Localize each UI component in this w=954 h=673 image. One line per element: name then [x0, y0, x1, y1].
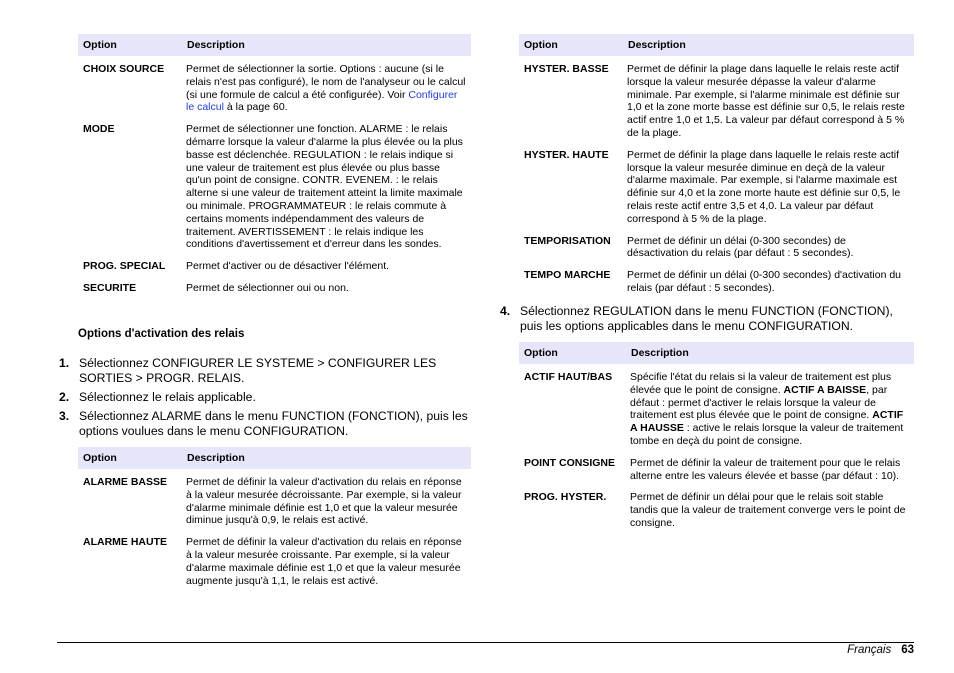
option-name: PROG. HYSTER.	[524, 491, 607, 504]
option-name: ALARME HAUTE	[83, 536, 167, 549]
table-row	[78, 253, 471, 275]
header-description: Description	[623, 34, 914, 56]
regulation-table-wrap	[519, 342, 914, 532]
table-header-row	[519, 342, 914, 364]
header-description: Description	[182, 34, 471, 56]
alarm-table-wrap	[78, 447, 471, 589]
header-description: Description	[182, 447, 471, 469]
table-row	[519, 450, 914, 485]
option-name: ALARME BASSE	[83, 476, 168, 488]
option-description	[626, 364, 914, 450]
step-item	[57, 409, 471, 439]
table-row	[519, 262, 914, 297]
option-description: Permet de définir un délai pour que le relais soit stable tandis que la valeur de traitement converge vers le point de consigne.	[630, 491, 906, 529]
option-name: POINT CONSIGNE	[524, 456, 616, 469]
header-description: Description	[626, 342, 914, 364]
step-text: Sélectionnez REGULATION dans le menu FUNCTION (FONCTION), puis les options applicables dans le menu CONFIGURATION.	[520, 304, 893, 333]
option-name: CHOIX SOURCE	[83, 63, 165, 75]
footer-divider	[57, 642, 914, 643]
table-row	[519, 364, 914, 450]
option-name: HYSTER. HAUTE	[524, 148, 609, 161]
page-number: 63	[901, 644, 914, 656]
option-name: TEMPORISATION	[524, 234, 611, 247]
option-description: Permet de définir la plage dans laquelle le relais reste actif lorsque la valeur mesurée dépasse la valeur d'alarme minimale. Par exemple, si l'alarme minimale est définie sur 1,0 et la zone morte basse est définie sur 0,5, le relais reste actif entre 1,0 et 1,5. La valeur par défaut correspond à 5 % de la plage.	[627, 63, 905, 139]
step-number: 1.	[59, 356, 70, 370]
options-table-source	[78, 34, 471, 297]
step-text: Sélectionnez ALARME dans le menu FUNCTION (FONCTION), puis les options voulues dans le menu CONFIGURATION.	[79, 409, 468, 438]
options-table-hysteresis	[519, 34, 914, 297]
table-row	[78, 469, 471, 529]
description-text: à la page 60.	[223, 101, 288, 114]
footer-language: Français	[847, 644, 892, 656]
option-description: Permet de définir la valeur d'activation du relais en réponse à la valeur mesurée décroissante. Par exemple, si la valeur d'alarme minimale définie est 1,0 et que la valeur mesurée diminue jusqu'à 0,9, le relais est activé.	[186, 476, 462, 527]
steps-list-continued	[498, 304, 914, 338]
option-name: MODE	[83, 123, 115, 136]
page-footer	[847, 644, 914, 657]
description-text: Spécifie l'état du relais si la valeur de traitement est plus élevée que le point de consigne.	[630, 371, 892, 396]
table-row	[519, 142, 914, 228]
option-description: Permet de définir la valeur de traitement pour que le relais alterne entre les valeurs élevée et basse (par défaut : 10).	[630, 456, 901, 482]
option-name: TEMPO MARCHE	[524, 269, 611, 282]
steps-list	[57, 356, 471, 443]
table-row	[78, 275, 471, 297]
section-heading: Options d'activation des relais	[78, 328, 245, 340]
header-option: Option	[519, 342, 626, 364]
option-description: Permet de sélectionner oui ou non.	[186, 281, 349, 294]
step-item	[498, 304, 914, 334]
option-description	[182, 56, 471, 116]
header-option: Option	[78, 447, 182, 469]
option-name: PROG. SPECIAL	[83, 260, 166, 273]
option-description: Permet d'activer ou de désactiver l'élément.	[186, 260, 390, 273]
step-number: 3.	[59, 409, 70, 423]
right-column	[519, 34, 914, 297]
step-number: 2.	[59, 390, 70, 404]
table-row	[78, 529, 471, 589]
table-header-row	[519, 34, 914, 56]
option-description: Permet de définir un délai (0-300 secondes) d'activation du relais (par défaut : 5 secondes).	[627, 269, 901, 294]
table-row	[78, 116, 471, 253]
description-text: , par défaut : permet d'activer le relais lorsque la valeur de traitement est plus élevée que le point de consigne.	[630, 383, 888, 422]
table-header-row	[78, 447, 471, 469]
table-row	[519, 484, 914, 531]
step-text: Sélectionnez le relais applicable.	[79, 390, 256, 404]
step-text: Sélectionnez CONFIGURER LE SYSTEME > CONFIGURER LES SORTIES > PROGR. RELAIS.	[79, 356, 437, 385]
option-name: SECURITE	[83, 281, 137, 294]
header-option: Option	[78, 34, 182, 56]
step-item	[57, 390, 471, 405]
table-row	[78, 56, 471, 116]
table-row	[519, 228, 914, 263]
description-bold: ACTIF A BAISSE	[783, 383, 867, 396]
option-name: HYSTER. BASSE	[524, 63, 609, 75]
configure-calc-link[interactable]: Configurer le calcul	[186, 88, 458, 114]
options-table-alarm	[78, 447, 471, 589]
option-description: Permet de définir la plage dans laquelle le relais reste actif lorsque la valeur mesurée diminue en deçà de la valeur d'alarme maximale. Par exemple, si l'alarme maximale est définie sur 4,0 et la zone morte haute est définie sur 0,5, le relais reste actif entre 3,5 et 4,0. La valeur par défaut correspond à 5 % de la plage.	[627, 148, 901, 225]
options-table-regulation	[519, 342, 914, 532]
header-option: Option	[519, 34, 623, 56]
option-description: Permet de sélectionner une fonction. ALARME : le relais démarre lorsque la valeur d'alarme la plus élevée ou la plus basse est déclenchée. REGULATION : le relais indique si une valeur de traitement est plus élevée ou plus basse qu'un point de consigne. CONTR. EVENEM. : le relais alterne si une valeur de traitement atteint la limite maximale ou minimale. PROGRAMMATEUR : le relais commute à certains moments indépendamment des valeurs de traitement. AVERTISSEMENT : le relais indique les conditions d'avertissement et d'erreur dans les sondes.	[186, 123, 463, 251]
description-text: Permet de sélectionner la sortie. Options : aucune (si le relais n'est pas configuré), le nom de l'analyseur ou le calcul (si une formule de calcul a été configurée). Voir	[186, 63, 466, 101]
left-column	[78, 34, 471, 297]
description-text: : active le relais lorsque la valeur de traitement tombe en deçà du point de consigne.	[630, 422, 904, 447]
step-number: 4.	[500, 304, 511, 318]
step-item	[57, 356, 471, 386]
table-row	[519, 56, 914, 142]
option-name: ACTIF HAUT/BAS	[524, 371, 613, 383]
option-description: Permet de définir un délai (0-300 secondes) de désactivation du relais (par défaut : 5 secondes).	[627, 234, 854, 260]
option-description: Permet de définir la valeur d'activation du relais en réponse à la valeur mesurée croissante. Par exemple, si la valeur d'alarme maximale définie est 1,0 et que la valeur mesurée augmente jusqu'à 1,1, le relais est activé.	[186, 536, 462, 587]
table-header-row	[78, 34, 471, 56]
description-bold: ACTIF A HAUSSE	[630, 409, 904, 435]
